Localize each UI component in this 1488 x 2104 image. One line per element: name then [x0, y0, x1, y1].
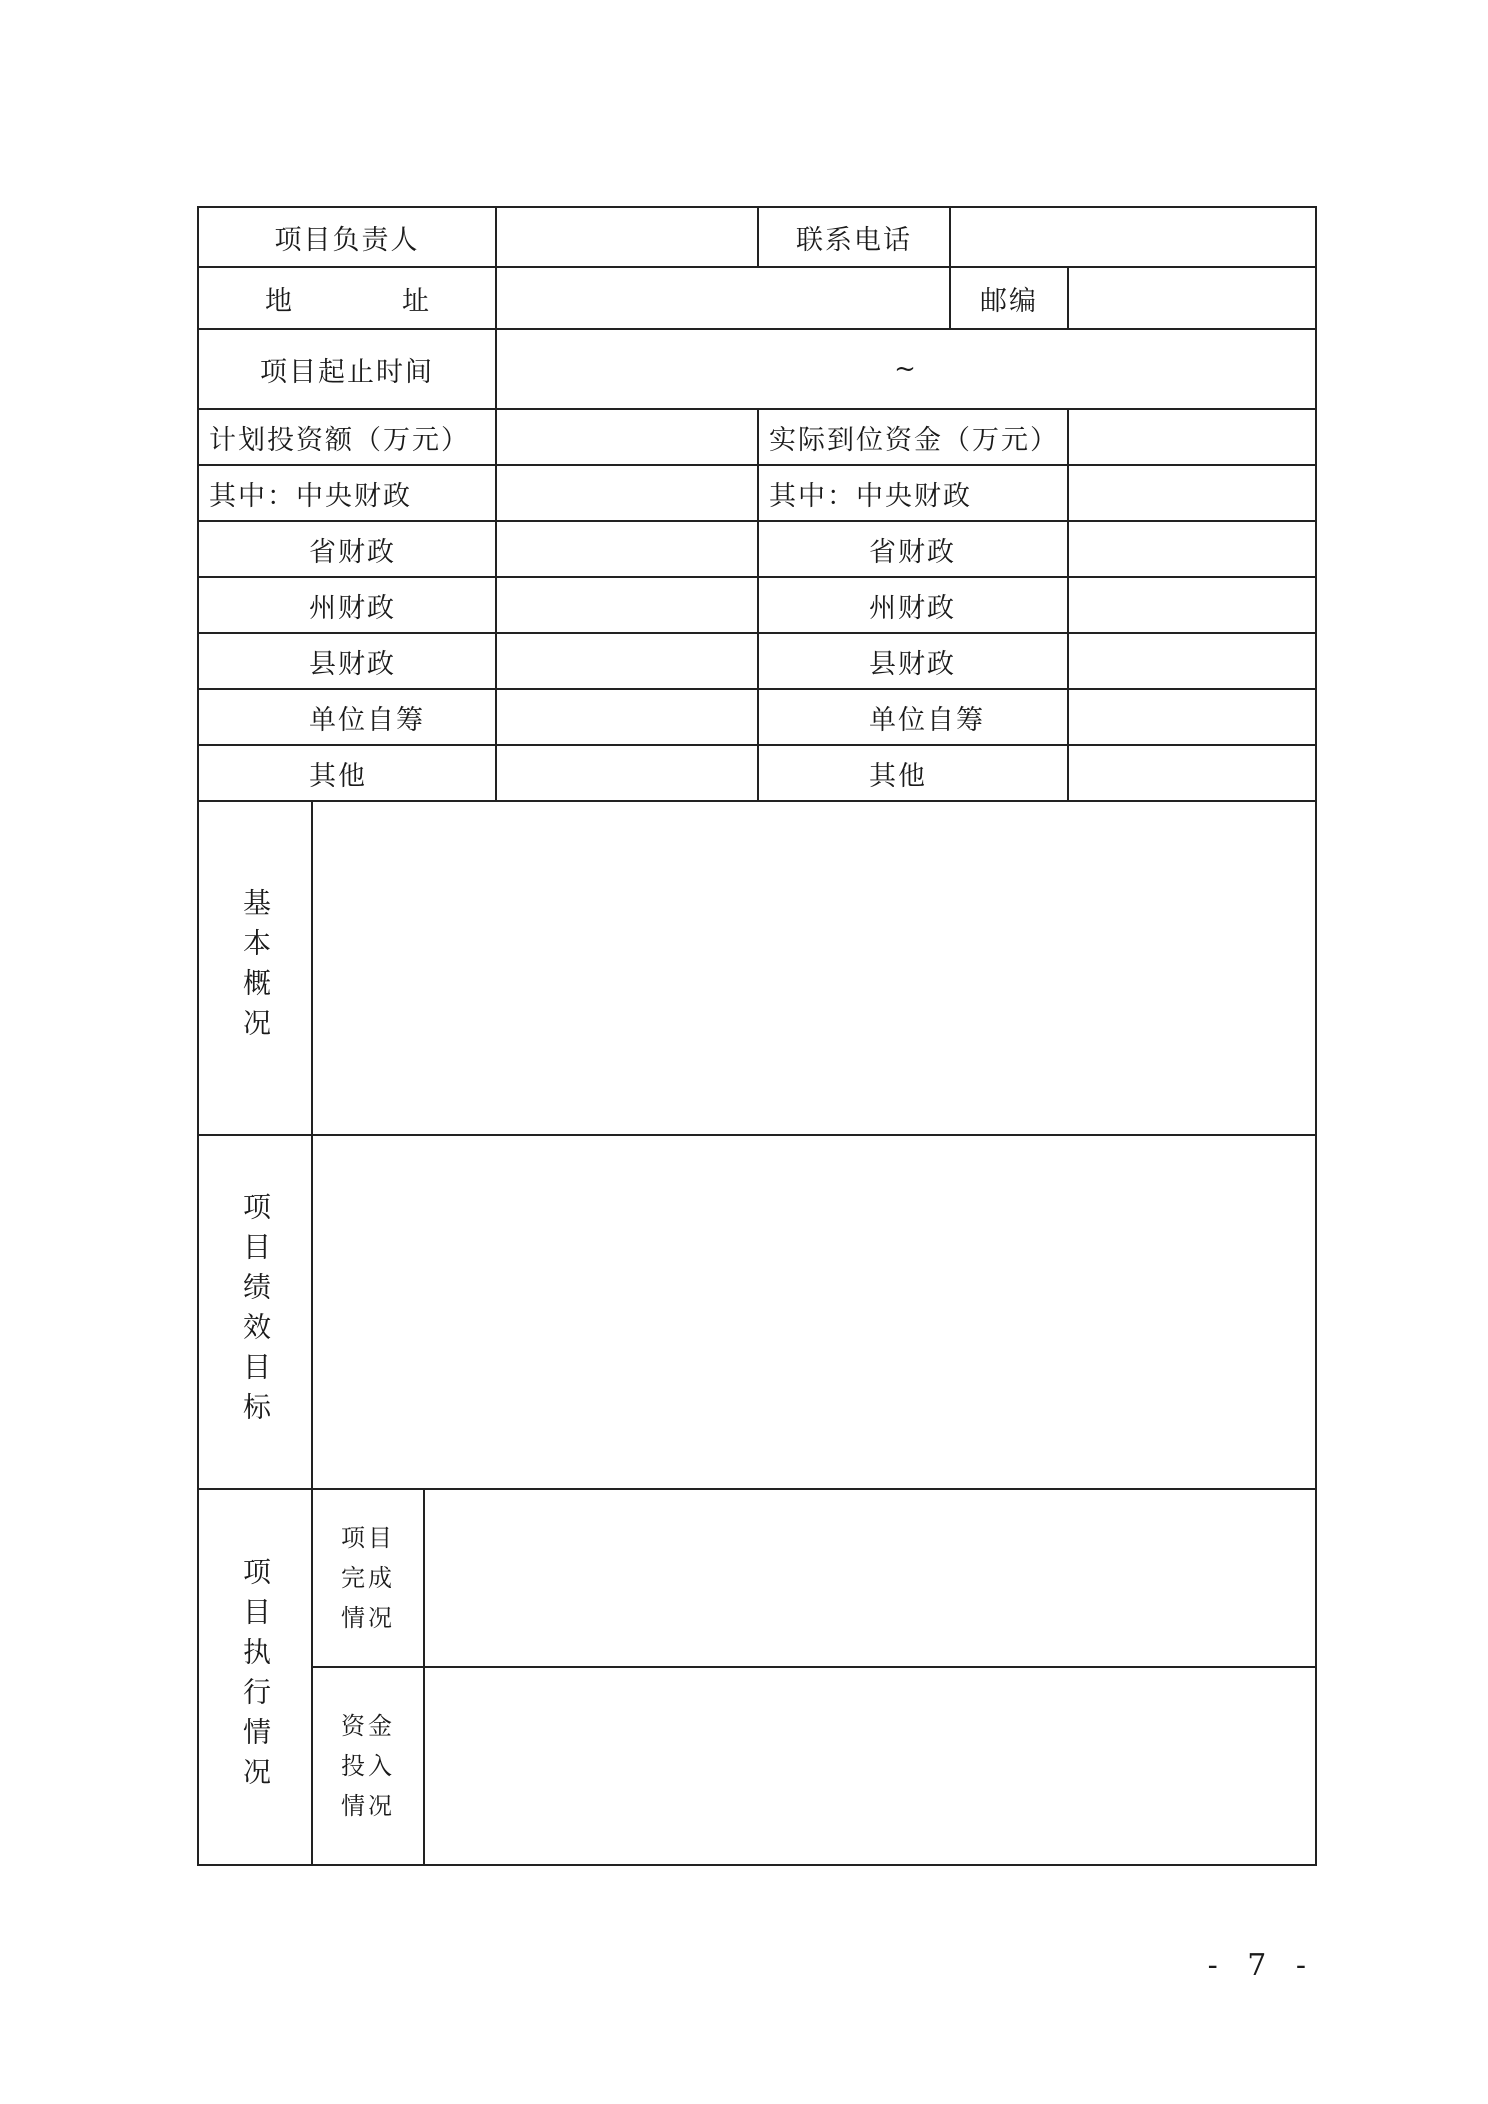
completion-content-cell[interactable] [425, 1490, 1315, 1668]
funding-county-label-left: 县财政 [199, 634, 497, 690]
funding-central-value-right[interactable] [1069, 466, 1315, 522]
completion-label-cell [313, 1490, 425, 1668]
address-label-char-1: 地 [265, 285, 292, 317]
project-form-table [197, 206, 1317, 1866]
funding-self-label-right: 单位自筹 [759, 690, 1069, 746]
execution-label: 项目执行情况 [239, 1557, 272, 1797]
funding-central-value-left[interactable] [497, 466, 759, 522]
actual-funds-label: 实际到位资金（万元） [759, 410, 1069, 466]
leader-label: 项目负责人 [199, 208, 497, 268]
funding-county-value-right[interactable] [1069, 634, 1315, 690]
funding-other-value-right[interactable] [1069, 746, 1315, 802]
address-value-cell[interactable] [497, 268, 951, 330]
completion-label-line: 情况 [341, 1604, 395, 1632]
funding-other-value-left[interactable] [497, 746, 759, 802]
funding-county-label-right: 县财政 [759, 634, 1069, 690]
goals-label-cell [199, 1136, 313, 1490]
leader-value-cell[interactable] [497, 208, 759, 268]
funding-prefecture-value-left[interactable] [497, 578, 759, 634]
funding-prefecture-value-right[interactable] [1069, 578, 1315, 634]
funding-prefecture-label-right: 州财政 [759, 578, 1069, 634]
funding-province-value-right[interactable] [1069, 522, 1315, 578]
postcode-value-cell[interactable] [1069, 268, 1315, 330]
funding-other-label-right: 其他 [759, 746, 1069, 802]
overview-content-cell[interactable] [313, 802, 1315, 1136]
completion-label-line: 完成 [341, 1564, 395, 1592]
funding-input-label-line: 情况 [341, 1792, 395, 1820]
funding-central-label-right: 其中：中央财政 [759, 466, 1069, 522]
funding-county-value-left[interactable] [497, 634, 759, 690]
postcode-label: 邮编 [951, 268, 1069, 330]
period-value-cell[interactable]: ~ [497, 330, 1315, 410]
address-label-char-2: 址 [402, 285, 429, 317]
page-number: - 7 - [1207, 1948, 1316, 1983]
funding-province-value-left[interactable] [497, 522, 759, 578]
phone-label: 联系电话 [759, 208, 951, 268]
funding-input-content-cell[interactable] [425, 1668, 1315, 1864]
goals-label: 项目绩效目标 [239, 1192, 272, 1432]
goals-content-cell[interactable] [313, 1136, 1315, 1490]
funding-self-value-right[interactable] [1069, 690, 1315, 746]
funding-other-label-left: 其他 [199, 746, 497, 802]
address-label [199, 268, 497, 330]
completion-label-line: 项目 [341, 1524, 395, 1552]
overview-label-cell [199, 802, 313, 1136]
planned-investment-label: 计划投资额（万元） [199, 410, 497, 466]
funding-input-label-cell [313, 1668, 425, 1864]
funding-prefecture-label-left: 州财政 [199, 578, 497, 634]
funding-self-value-left[interactable] [497, 690, 759, 746]
execution-label-cell [199, 1490, 313, 1864]
funding-province-label-right: 省财政 [759, 522, 1069, 578]
funding-input-label-line: 投入 [341, 1752, 395, 1780]
funding-province-label-left: 省财政 [199, 522, 497, 578]
funding-self-label-left: 单位自筹 [199, 690, 497, 746]
phone-value-cell[interactable] [951, 208, 1315, 268]
funding-central-label-left: 其中：中央财政 [199, 466, 497, 522]
overview-label: 基本概况 [239, 888, 272, 1048]
period-label: 项目起止时间 [199, 330, 497, 410]
funding-input-label-line: 资金 [341, 1712, 395, 1740]
actual-funds-value[interactable] [1069, 410, 1315, 466]
planned-investment-value[interactable] [497, 410, 759, 466]
